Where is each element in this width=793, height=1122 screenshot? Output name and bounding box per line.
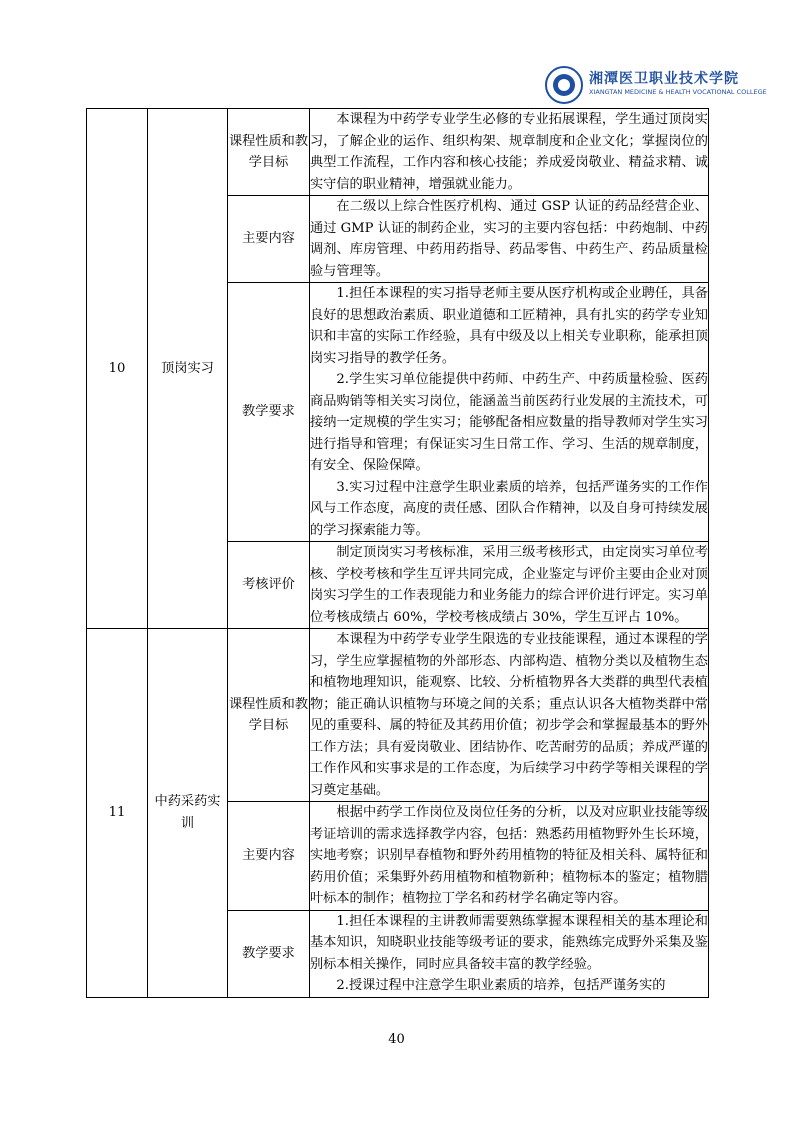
course-name: 顶岗实习 (148, 109, 228, 629)
course-name: 中药采药实训 (148, 629, 228, 998)
school-name-cn: 湘潭医卫职业技术学院 (589, 71, 739, 87)
section-label: 课程性质和教学目标 (228, 109, 310, 196)
content-paragraph: 本课程为中药学专业学生限选的专业技能课程，通过本课程的学习，学生应掌握植物的外部形态、内部构造、植物分类以及植物生态和植物地理知识，能观察、比较、分析植物界各大类群的典型代表植物；能正确认识植物与环境之间的关系；重点认识各大植物类群中常见的重要科、属的特征及其药用价值；初步学会和掌握最基本的野外工作方法；具有爱岗敬业、团结协作、吃苦耐劳的品质；养成严谨的工作作风和实事求是的工作态度，为后续学习中药学等相关课程的学习奠定基础。 (310, 632, 708, 798)
page-number: 40 (388, 1032, 405, 1047)
section-content (310, 196, 709, 283)
section-label: 教学要求 (228, 283, 310, 542)
section-label: 主要内容 (228, 802, 310, 911)
section-label: 考核评价 (228, 542, 310, 629)
course-number: 10 (87, 109, 148, 629)
table-row (87, 109, 709, 196)
section-content (310, 542, 709, 629)
school-logo (545, 66, 767, 106)
content-paragraph: 2.学生实习单位能提供中药师、中药生产、中药质量检验、医药商品购销等相关实习岗位，能涵盖当前医药行业发展的主流技术，可接纳一定规模的学生实习；能够配备相应数量的指导教师对学生实习进行指导和管理；有保证实习生日常工作、学习、生活的规章制度，有安全、保险保障。 (310, 372, 708, 473)
course-table (86, 108, 709, 998)
content-paragraph: 根据中药学工作岗位及岗位任务的分析，以及对应职业技能等级考证培训的需求选择教学内容，包括：熟悉药用植物野外生长环境，实地考察；识别早春植物和野外药用植物的特征及相关科、属特征和药用价值；采集野外药用植物和植物新种；植物标本的鉴定；植物腊叶标本的制作；植物拉丁学名和药材学名确定等内容。 (310, 805, 708, 906)
section-label: 课程性质和教学目标 (228, 629, 310, 802)
table-row (87, 629, 709, 802)
content-paragraph: 在二级以上综合性医疗机构、通过 GSP 认证的药品经营企业、通过 GMP 认证的制药企业，实习的主要内容包括：中药炮制、中药调剂、库房管理、中药用药指导、药品零售、中药生产、药品质量检验与管理等。 (310, 199, 708, 279)
section-content (310, 109, 709, 196)
school-emblem-icon (545, 66, 583, 104)
section-content (310, 910, 709, 997)
course-number: 11 (87, 629, 148, 998)
section-label: 主要内容 (228, 196, 310, 283)
school-name-en: XIANGTAN MEDICINE & HEALTH VOCATIONAL COLLEGE (589, 88, 767, 96)
section-label: 教学要求 (228, 910, 310, 997)
content-paragraph: 3.实习过程中注意学生职业素质的培养，包括严谨务实的工作作风与工作态度，高度的责任感、团队合作精神，以及自身可持续发展的学习探索能力等。 (310, 479, 708, 538)
section-content (310, 283, 709, 542)
section-content (310, 802, 709, 911)
content-paragraph: 2.授课过程中注意学生职业素质的培养，包括严谨务实的 (336, 978, 666, 993)
content-paragraph: 1.担任本课程的主讲教师需要熟练掌握本课程相关的基本理论和基本知识，知晓职业技能等级考证的要求，能熟练完成野外采集及鉴别标本相关操作，同时应具备较丰富的教学经验。 (310, 913, 708, 972)
section-content (310, 629, 709, 802)
content-paragraph: 本课程为中药学专业学生必修的专业拓展课程，学生通过顶岗实习，了解企业的运作、组织构架、规章制度和企业文化；掌握岗位的典型工作流程，工作内容和核心技能；养成爱岗敬业、精益求精、诚实守信的职业精神，增强就业能力。 (310, 112, 708, 192)
content-paragraph: 1.担任本课程的实习指导老师主要从医疗机构或企业聘任，具备良好的思想政治素质、职业道德和工匠精神，具有扎实的药学专业知识和丰富的实际工作经验，具有中级及以上相关专业职称，能承担顶岗实习指导的教学任务。 (310, 286, 708, 366)
content-paragraph: 制定顶岗实习考核标准，采用三级考核形式，由定岗实习单位考核、学校考核和学生互评共同完成，企业鉴定与评价主要由企业对顶岗实习学生的工作表现能力和业务能力的综合评价进行评定。实习单位考核成绩占 60%，学校考核成绩占 30%，学生互评占 10%。 (310, 545, 708, 625)
